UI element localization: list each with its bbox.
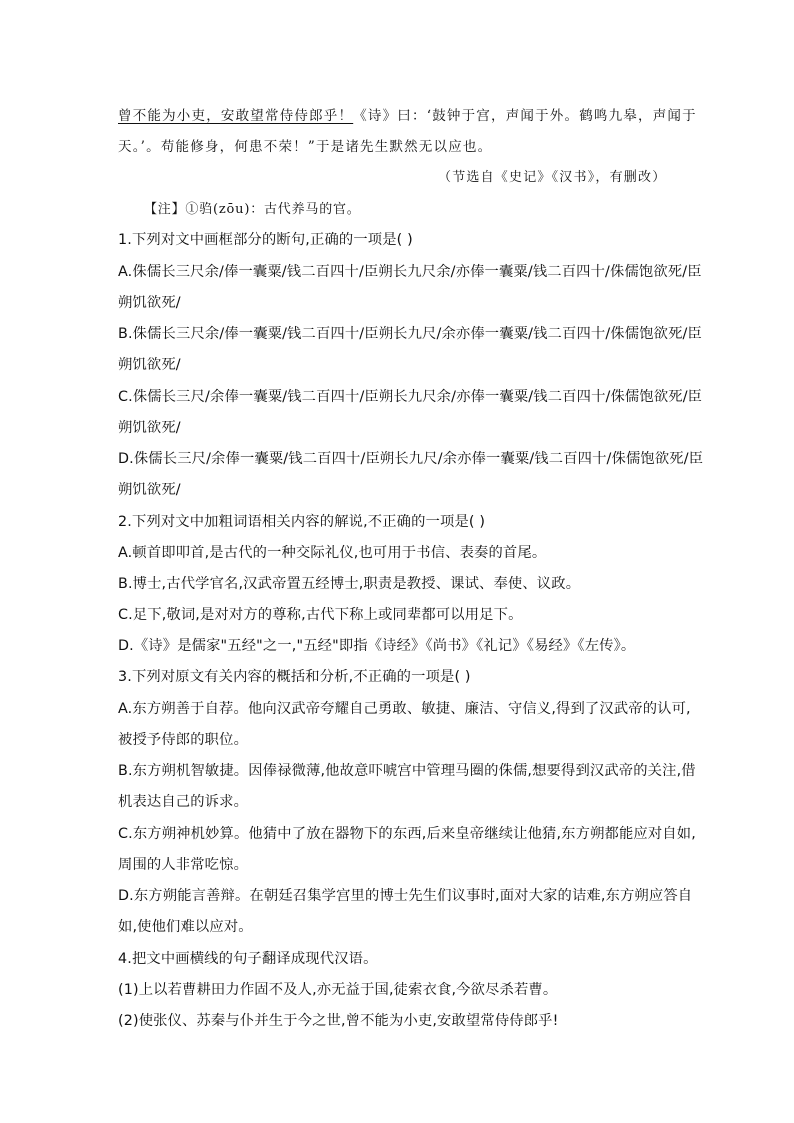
q2-option-c: C.足下,敬词,是对对方的尊称,古代下称上或同辈都可以用足下。	[118, 607, 523, 623]
q1-option-d-line2: 朔饥欲死/	[118, 482, 181, 498]
source-citation: （节选自《史记》《汉书》，有删改）	[438, 170, 667, 185]
q3-option-d-line1: D.东方朔能言善辩。在朝廷召集学宫里的博士先生们议事时,面对大家的诘难,东方朔应答自	[118, 888, 693, 904]
q1-option-d-line1: D.侏儒长三尺/余俸一囊粟/钱二百四十/臣朔长九尺/余亦俸一囊粟/钱二百四十/侏儒饱欲死/臣	[118, 451, 704, 467]
underlined-sentence: 曾不能为小吏，安敢望常侍侍郎乎！	[118, 108, 354, 124]
passage-line-1	[118, 104, 697, 124]
question-2-stem: 2.下列对文中加粗词语相关内容的解说,不正确的一项是( )	[118, 514, 486, 530]
question-1-stem: 1.下列对文中画框部分的断句,正确的一项是( )	[118, 232, 413, 248]
annotation-note: 【注】①驺(zōu)：古代养马的官。	[144, 202, 361, 217]
q3-option-c-line1: C.东方朔神机妙算。他猜中了放在器物下的东西,后来皇帝继续让他猜,东方朔都能应对自如,	[118, 826, 696, 842]
question-4-stem: 4.把文中画横线的句子翻译成现代汉语。	[118, 951, 378, 967]
q3-option-b-line2: 机表达自己的诉求。	[118, 794, 249, 810]
passage-line-1-rest: 《诗》曰：‘鼓钟于宫，声闻于外。鹤鸣九皋，声闻于	[353, 108, 697, 124]
q4-item-1: (1)上以若曹耕田力作固不及人,亦无益于国,徒索衣食,今欲尽杀若曹。	[118, 982, 558, 998]
q1-option-b-line2: 朔饥欲死/	[118, 357, 181, 373]
q3-option-a-line1: A.东方朔善于自荐。他向汉武帝夸耀自己勇敢、敏捷、廉洁、守信义,得到了汉武帝的认可,	[118, 701, 691, 717]
q1-option-c-line1: C.侏儒长三尺/余俸一囊粟/钱二百四十/臣朔长九尺余/亦俸一囊粟/钱二百四十/侏儒饱欲死/臣	[118, 389, 703, 405]
q1-option-c-line2: 朔饥欲死/	[118, 420, 181, 436]
q3-option-b-line1: B.东方朔机智敏捷。因俸禄微薄,他故意吓唬宫中管理马圈的侏儒,想要得到汉武帝的关注,借	[118, 763, 696, 779]
q2-option-b: B.博士,古代学官名,汉武帝置五经博士,职责是教授、课试、奉使、议政。	[118, 576, 581, 592]
q3-option-c-line2: 周围的人非常吃惊。	[118, 857, 249, 873]
q3-option-d-line2: 如,使他们难以应对。	[118, 919, 253, 935]
q1-option-b-line1: B.侏儒长三尺余/俸一囊粟/钱二百四十/臣朔长九尺/余亦俸一囊粟/钱二百四十/侏儒饱欲死/臣	[118, 326, 702, 342]
q2-option-a: A.顿首即叩首,是古代的一种交际礼仪,也可用于书信、表奏的首尾。	[118, 545, 547, 561]
question-3-stem: 3.下列对原文有关内容的概括和分析,不正确的一项是( )	[118, 669, 471, 685]
q3-option-a-line2: 被授予侍郎的职位。	[118, 732, 249, 748]
q2-option-d: D.《诗》是儒家"五经"之一,"五经"即指《诗经》《尚书》《礼记》《易经》《左传》。	[118, 638, 636, 654]
passage-line-2: 天。’。苟能修身，何患不荣！”于是诸先生默然无以应也。	[118, 139, 493, 155]
q1-option-a-line2: 朔饥欲死/	[118, 295, 181, 311]
q4-item-2: (2)使张仪、苏秦与仆并生于今之世,曾不能为小吏,安敢望常侍侍郎乎!	[118, 1013, 559, 1029]
q1-option-a-line1: A.侏儒长三尺余/俸一囊粟/钱二百四十/臣朔长九尺余/亦俸一囊粟/钱二百四十/侏儒饱欲死/臣	[118, 264, 702, 280]
